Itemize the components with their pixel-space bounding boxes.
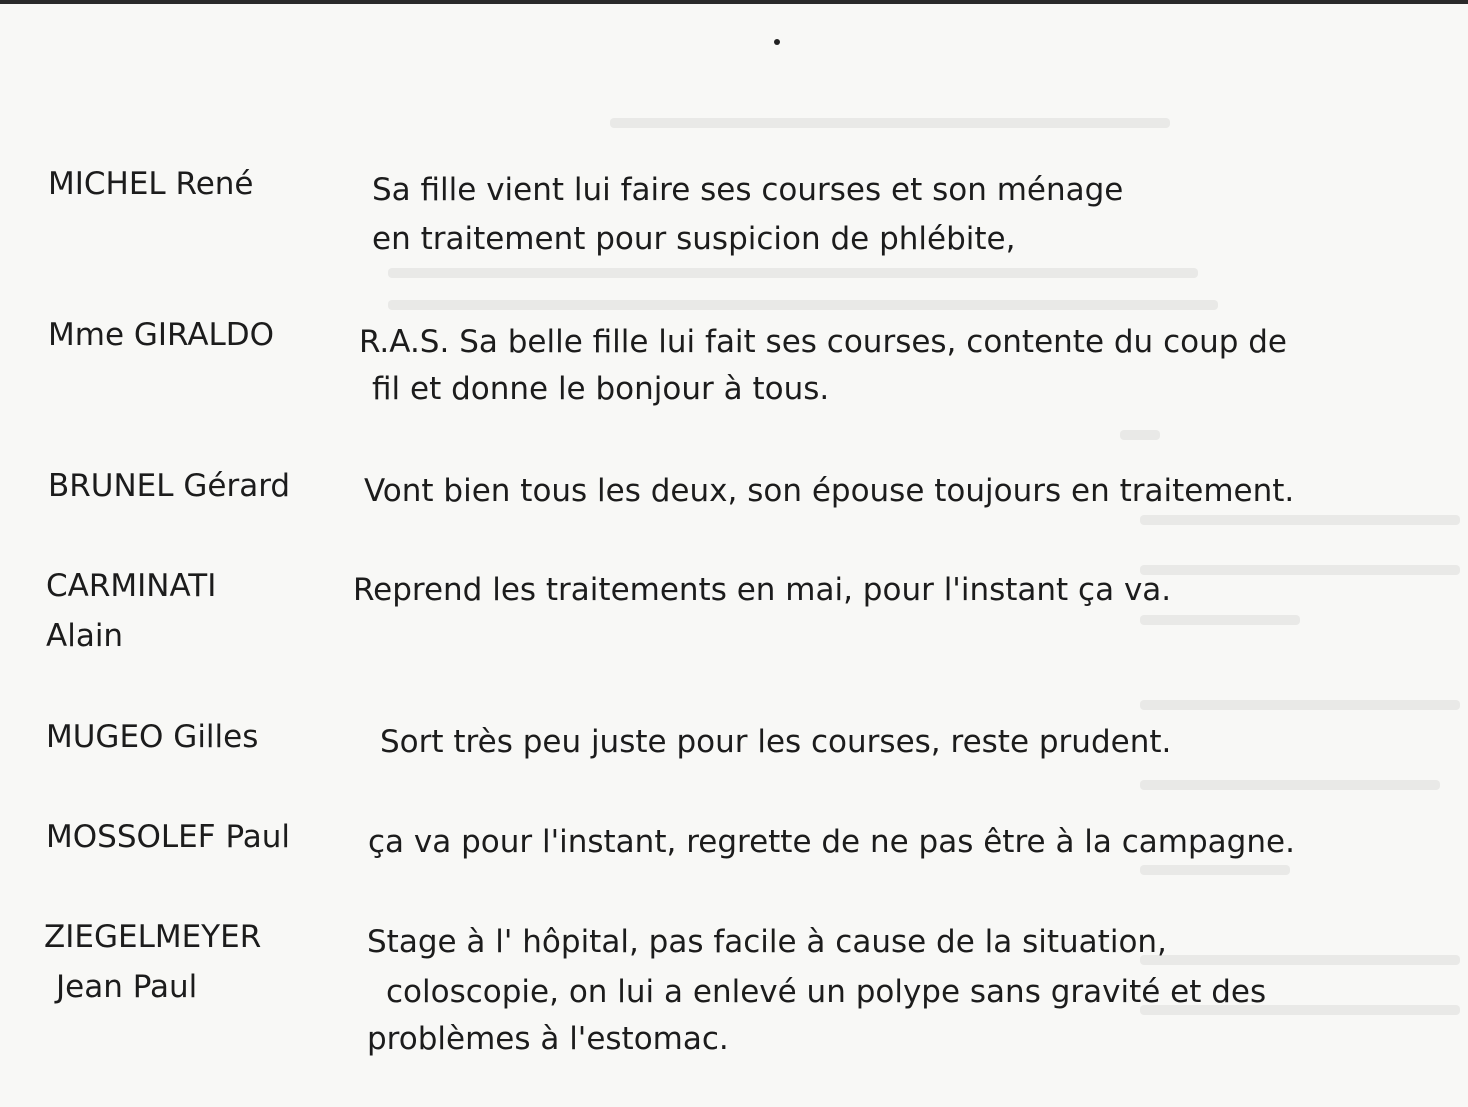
resident-name: MOSSOLEF Paul bbox=[46, 819, 291, 855]
resident-name-line-1: ZIEGELMEYER bbox=[44, 919, 262, 955]
status-note-line-1: Sort très peu juste pour les courses, reste prudent. bbox=[380, 724, 1172, 760]
status-note-line-1: ça va pour l'instant, regrette de ne pas être à la campagne. bbox=[368, 824, 1295, 860]
resident-name-line-2: Jean Paul bbox=[56, 969, 198, 1005]
status-note-line-3: problèmes à l'estomac. bbox=[367, 1021, 729, 1057]
status-note-line-1: R.A.S. Sa belle fille lui fait ses courses, contente du coup de bbox=[359, 324, 1288, 360]
resident-name: MICHEL René bbox=[48, 166, 254, 202]
status-note-line-1: Reprend les traitements en mai, pour l'instant ça va. bbox=[353, 572, 1172, 608]
resident-name: MUGEO Gilles bbox=[46, 719, 259, 755]
status-note-line-1: Vont bien tous les deux, son épouse toujours en traitement. bbox=[364, 473, 1295, 509]
status-note-line-2: fil et donne le bonjour à tous. bbox=[372, 371, 830, 407]
resident-name-line-2: Alain bbox=[46, 618, 124, 654]
status-note-line-1: Sa fille vient lui faire ses courses et son ménage bbox=[372, 172, 1124, 208]
resident-name: Mme GIRALDO bbox=[48, 317, 275, 353]
resident-name: BRUNEL Gérard bbox=[48, 468, 291, 504]
status-note-line-2: coloscopie, on lui a enlevé un polype sans gravité et des bbox=[386, 974, 1267, 1010]
page-top-edge bbox=[0, 0, 1468, 4]
ink-dot bbox=[774, 39, 780, 45]
status-note-line-1: Stage à l' hôpital, pas facile à cause de la situation, bbox=[367, 924, 1167, 960]
status-note-line-2: en traitement pour suspicion de phlébite, bbox=[372, 221, 1016, 257]
resident-name-line-1: CARMINATI bbox=[46, 568, 217, 604]
